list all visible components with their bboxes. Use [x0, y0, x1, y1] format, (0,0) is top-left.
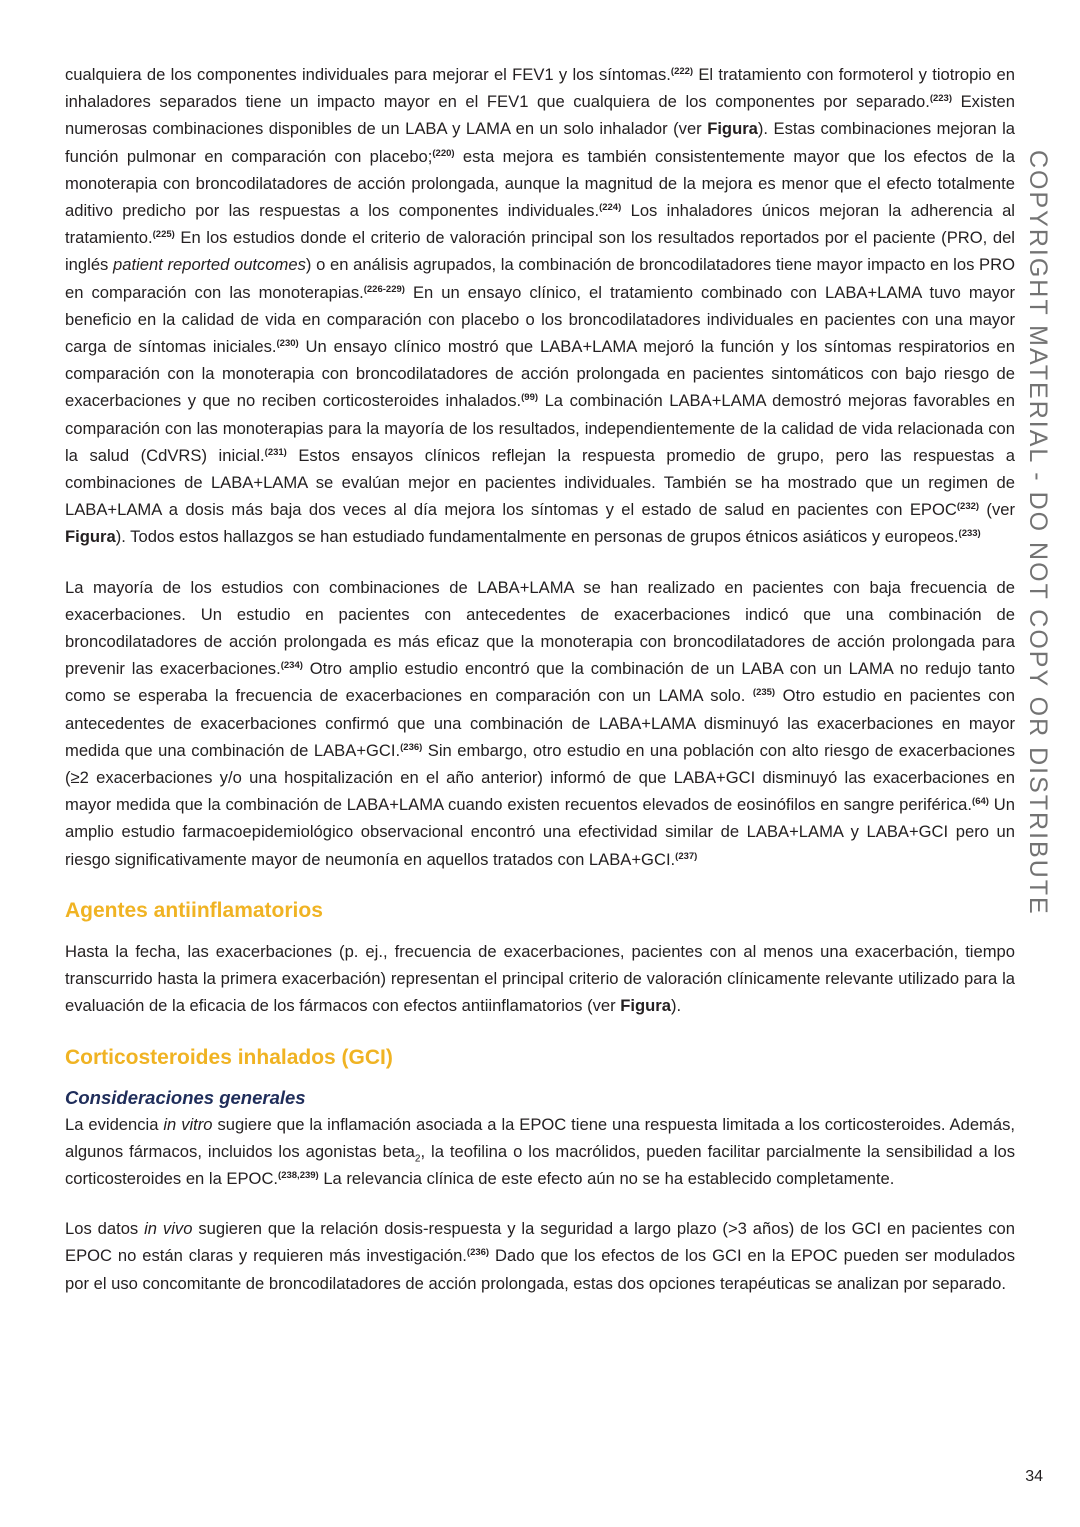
text-run: Un amplio estudio farmacoepidemiológico observacional encontró una efectividad similar de LABA+LAMA y LABA+GCI pero un riesgo significativamente mayor de neumonía en aquellos tratados con LABA+GCI. — [65, 795, 1015, 869]
citation-superscript: (232) — [956, 501, 980, 513]
paragraph — [65, 61, 1015, 551]
bold-text: Figura — [65, 527, 116, 547]
text-run: sugieren que la relación dosis-respuesta y la seguridad a largo plazo (>3 años) de los GCI en pacientes con EPOC no están claras y requieren más investigación. — [65, 1219, 1015, 1266]
section-heading: Agentes antiinflamatorios — [65, 898, 323, 922]
italic-text: in vitro — [163, 1114, 213, 1134]
citation-superscript: (230) — [276, 338, 299, 350]
citation-superscript: (225) — [152, 229, 175, 241]
text-run: (ver — [979, 500, 1016, 520]
citation-superscript: (231) — [264, 446, 287, 458]
section-heading: Corticosteroides inhalados (GCI) — [65, 1045, 393, 1069]
paragraph — [65, 1215, 1015, 1297]
paragraph — [65, 1111, 1015, 1193]
italic-text: in vivo — [144, 1219, 193, 1239]
page-number: 34 — [1025, 1468, 1043, 1485]
text-run: ). Estas combinaciones mejoran la función pulmonar en comparación con placebo; — [65, 119, 1015, 166]
subscript: 2 — [414, 1153, 421, 1165]
subsection-heading: Consideraciones generales — [65, 1086, 306, 1108]
bold-text: Figura — [707, 119, 758, 139]
citation-superscript: (220) — [432, 147, 455, 159]
text-run: La evidencia — [65, 1114, 164, 1134]
citation-superscript: (224) — [599, 202, 622, 214]
text-run: En un ensayo clínico, el tratamiento combinado con LABA+LAMA tuvo mayor beneficio en la calidad de vida en comparación con placebo o los broncodilatadores individuales en pacientes con una mayor carga de síntomas iniciales. — [65, 282, 1015, 357]
watermark: COPYRIGHT MATERIAL - DO NOT COPY OR DISTRIBUTE — [1024, 150, 1052, 916]
text-run: , la teofilina o los macrólidos, pueden facilitar parcialmente la sensibilidad a los corticosteroides en la EPOC. — [65, 1141, 1016, 1188]
text-run: ). — [670, 996, 682, 1016]
citation-superscript: (226-229) — [363, 283, 405, 295]
text-run: Los datos — [65, 1219, 145, 1239]
text-run: cualquiera de los componentes individuales para mejorar el FEV1 y los síntomas. — [65, 65, 671, 84]
citation-superscript: (237) — [675, 850, 698, 862]
paragraph — [65, 574, 1015, 873]
text-run: sugiere que la inflamación asociada a la EPOC tiene una respuesta limitada a los corticosteroides. Además, algunos fármacos, incluidos los agonistas beta — [65, 1114, 1015, 1161]
text-run: Existen numerosas combinaciones disponibles de un LABA y LAMA en un solo inhalador (ver — [65, 92, 1015, 139]
citation-superscript: (223) — [929, 93, 952, 105]
text-run: El tratamiento con formoterol y tiotropio en inhaladores separados tiene un impacto mayor en el FEV1 que cualquiera de los componentes por separado. — [65, 65, 1016, 112]
text-run: En los estudios donde el criterio de valoración principal son los resultados reportados por el paciente (PRO, del inglés — [65, 228, 1015, 275]
citation-superscript: (99) — [521, 392, 539, 404]
citation-superscript: (233) — [958, 528, 981, 540]
text-run: Otro amplio estudio encontró que la combinación de un LABA con un LAMA no redujo tanto como se esperaba la frecuencia de exacerbaciones en comparación con un LAMA solo. — [65, 659, 1015, 706]
text-run: Hasta la fecha, las exacerbaciones (p. ej., frecuencia de exacerbaciones, pacientes con al menos una exacerbación, tiempo transcurrido hasta la primera exacerbación) representan el principal criterio de valoración clínicamente relevante utilizado para la evaluación de la eficacia de los fármacos con efectos antiinflamatorios (ver — [65, 941, 1015, 1016]
text-run: Los inhaladores únicos mejoran la adherencia al tratamiento. — [65, 201, 1015, 248]
text-run: Otro estudio en pacientes con antecedentes de exacerbaciones confirmó que una combinación de LABA+LAMA disminuyó las exacerbaciones en mayor medida que una combinación de LABA+GCI. — [65, 686, 1016, 760]
document-body — [65, 61, 1015, 1320]
text-run: La mayoría de los estudios con combinaciones de LABA+LAMA se han realizado en pacientes con baja frecuencia de exacerbaciones. Un estudio en pacientes con antecedentes de exacerbaciones indicó que una combinación de broncodilatadores de acción prolongada es más eficaz que la monoterapia con broncodilatadores de acción prolongada para prevenir las exacerbaciones. — [65, 577, 1015, 679]
text-run: La relevancia clínica de este efecto aún no se ha establecido completamente. — [318, 1168, 895, 1188]
citation-superscript: (222) — [670, 66, 694, 77]
italic-text: patient reported outcomes — [113, 255, 306, 275]
citation-superscript: (234) — [280, 660, 303, 672]
paragraph — [65, 938, 1015, 1020]
text-run: Estos ensayos clínicos reflejan la respuesta promedio de grupo, pero las respuestas a combinaciones de LABA+LAMA se evalúan mejor en pacientes individuales. También se ha mostrado que un regimen de LABA+LAMA a dosis más baja dos veces al día mejora los síntomas y el estado de salud en pacientes con EPOC — [65, 445, 1015, 520]
text-run: esta mejora es también consistentemente mayor que los efectos de la monoterapia con broncodilatadores de acción prolongada, aunque la magnitud de la mejora es menor que el efecto totalmente aditivo predicho por las respuestas a los componentes individuales. — [65, 146, 1016, 221]
citation-superscript: (238,239) — [278, 1169, 319, 1181]
text-run: La combinación LABA+LAMA demostró mejoras favorables en comparación con las monoterapias para la mayoría de los resultados, independientemente de la calidad de vida relacionada con la salud (CdVRS) inicial. — [65, 391, 1015, 465]
text-run: ). Todos estos hallazgos se han estudiado fundamentalmente en personas de grupos étnicos asiáticos y europeos. — [115, 527, 959, 547]
text-run: Sin embargo, otro estudio en una población con alto riesgo de exacerbaciones (≥2 exacerbaciones y/o una hospitalización en el año anterior) informó de que LABA+GCI disminuyó las exacerbaciones en mayor medida que la combinación de LABA+LAMA cuando existen recuentos elevados de eosinófilos en sangre periférica. — [65, 740, 1015, 815]
text-run: Dado que los efectos de los GCI en la EPOC pueden ser modulados por el uso concomitante de broncodilatadores de acción prolongada, estas dos opciones terapéuticas se analizan por separado. — [65, 1246, 1015, 1293]
text-run: Un ensayo clínico mostró que LABA+LAMA mejoró la función y los síntomas respiratorios en comparación con la monoterapia con broncodilatadores de acción prolongada en pacientes sintomáticos con bajo riesgo de exacerbaciones y que no reciben corticosteroides inhalados. — [65, 337, 1016, 411]
citation-superscript: (64) — [972, 796, 989, 808]
text-run: ) o en análisis agrupados, la combinación de broncodilatadores tiene mayor impacto en los PRO en comparación con las monoterapias. — [65, 255, 1015, 302]
citation-superscript: (235) — [752, 687, 776, 699]
citation-superscript: (236) — [466, 1247, 490, 1259]
citation-superscript: (236) — [400, 741, 423, 753]
bold-text: Figura — [620, 996, 671, 1016]
